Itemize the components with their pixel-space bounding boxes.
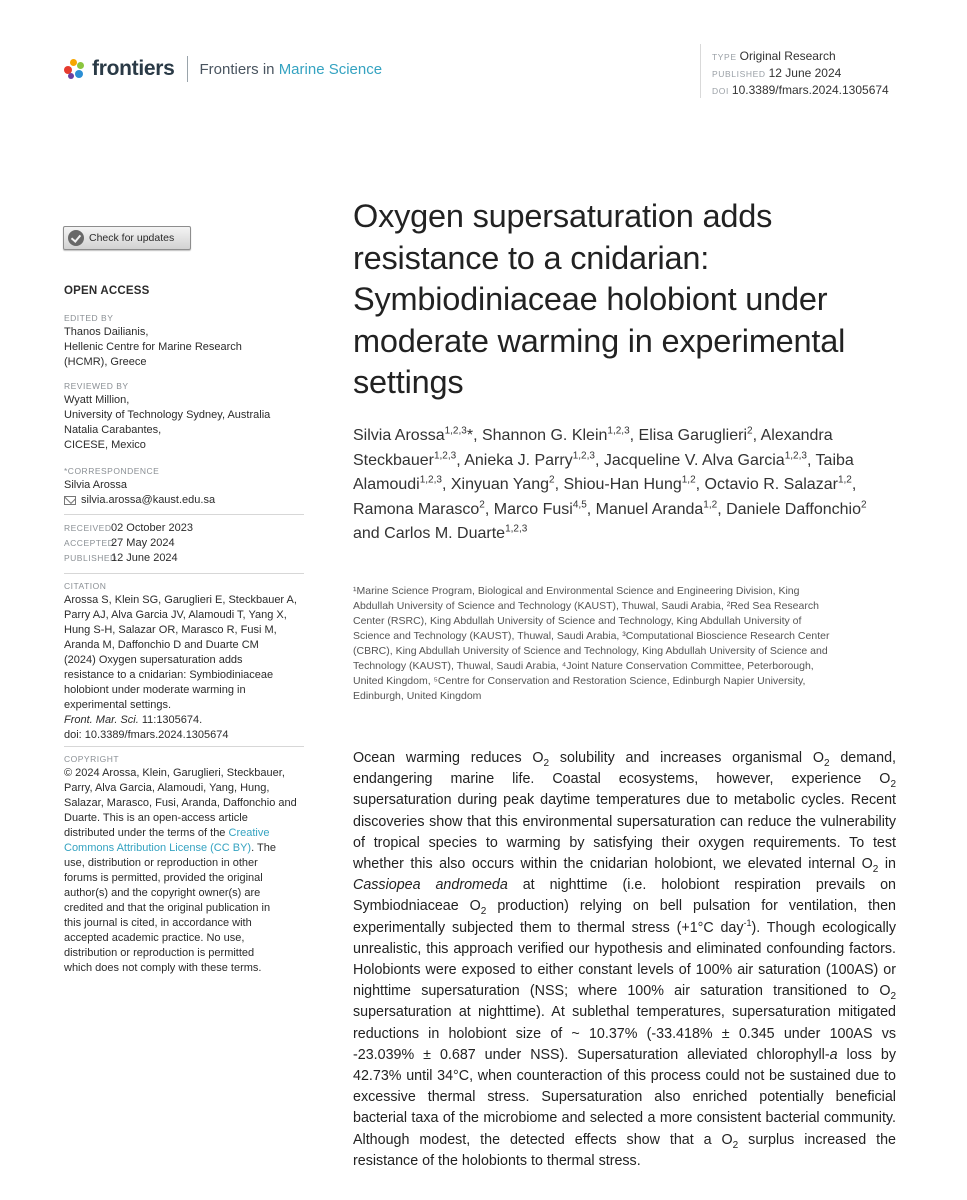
check-for-updates-label: Check for updates [89,232,175,244]
sidebar-divider [64,514,304,515]
author-name[interactable]: Marco Fusi$^{4,5}$ [493,499,587,518]
check-icon [68,230,84,246]
meta-divider [700,44,701,98]
correspondence-email-row [64,493,304,508]
citation-section: CITATION Arossa S, Klein SG, Garuglieri E, Steckbauer A, Parry AJ, Alva Garcia JV, Alamoudi T, Yang X, Hung S-H, Salazar OR, Marasco R, Fusi M, Aranda M, Daffonchio D and Duarte CM (2024) Oxygen supersaturation adds resistance to a cnidarian: Symbiodiniaceae holobiont under moderate warming in experimental settings. Front. Mar. Sci. 11:1305674. doi: 10.3389/fmars.2024.1305674 [64,580,304,743]
sidebar-divider [64,573,304,574]
author-list: Silvia Arossa$^{1,2,3}$*, Shannon G. Klein$^{1,2,3}$, Elisa Garuglieri$^2$, Alexandra Steckbauer$^{1,2,3}$, Anieka J. Parry$^{1,2,3}$, Jacqueline V. Alva Garcia$^{1,2,3}$, Taiba Alamoudi$^{1,2,3}$, Xinyuan Yang$^2$, Shiou-Han Hung$^{1,2}$, Octavio R. Salazar$^{1,2}$, Ramona Marasco$^2$, Marco Fusi$^{4,5}$, Manuel Aranda$^{1,2}$, Daniele Daffonchio$^2$ and Carlos M. Duarte$^{1,2,3}$ [353,425,867,542]
license-link[interactable]: Commons Attribution License (CC BY) [64,842,252,854]
author-name[interactable]: Xinyuan Yang$^2$ [450,474,555,493]
journal-name: Frontiers in Marine Science [199,60,383,78]
article-title: Oxygen supersaturation adds resistance to a cnidarian: Symbiodiniaceae holobiont under moderate warming in experimental settings [353,198,846,400]
author-name[interactable]: Anieka J. Parry$^{1,2,3}$ [464,450,595,469]
author-name[interactable]: Shannon G. Klein$^{1,2,3}$ [481,425,630,444]
author-name[interactable]: Alexandra Steckbauer$^{1,2,3}$ [353,427,833,469]
affiliations: ¹Marine Science Program, Biological and Environmental Science and Engineering Division, King Abdullah University of Science and Technology (KAUST), Thuwal, Saudi Arabia, ²Red Sea Research Center (RSRC), King Abdullah University of Science and Technology, King Abdullah University of Science and Technology (KAUST), Thuwal, Saudi Arabia, ³Computational Bioscience Research Center (CBRC), King Abdullah University of Science and Technology, King Abdullah University of Science and Technology (KAUST), Thuwal, Saudi Arabia, ⁴Joint Nature Conservation Committee, Peterborough, United Kingdom, ⁵Centre for Conservation and Restoration Science, Edinburgh Napier University, Edinburgh, United Kingdom [353,585,830,702]
copyright-section: COPYRIGHT © 2024 Arossa, Klein, Garuglieri, Steckbauer, Parry, Alva Garcia, Alamoudi, Yang, Hung, Salazar, Marasco, Fusi, Aranda, Daffonchio and Duarte. This is an open-access article distributed under the terms of the Creative Commons Attribution License (CC BY). The use, distribution or reproduction in other forums is permitted, provided the original author(s) and the copyright owner(s) are credited and that the original publication in this journal is cited, in accordance with accepted academic practice. No use, distribution or reproduction is permitted which does not comply with these terms. [64,754,297,974]
published-date: 12 June 2024 [111,552,178,564]
dates-section: RECEIVED 02 October 2023 ACCEPTED 27 May 2024 PUBLISHED 12 June 2024 [64,522,193,564]
citation-doi[interactable]: doi: 10.3389/fmars.2024.1305674 [64,729,229,741]
author-name[interactable]: Daniele Daffonchio$^2$ [726,499,867,518]
license-link[interactable]: Creative [228,827,270,839]
correspondence-email[interactable]: silvia.arossa@kaust.edu.sa [81,494,216,506]
received-date: 02 October 2023 [111,522,193,534]
author-name[interactable]: Manuel Aranda$^{1,2}$ [595,499,718,518]
logo-divider [187,56,188,82]
open-access-label: OPEN ACCESS [64,285,150,297]
abstract: Ocean warming reduces $O_2$ solubility and increases organismal $O_2$ demand, endangering marine life. Coastal ecosystems, however, experience $O_2$ supersaturation during peak daytime temperatures due to metabolic cycles. Recent discoveries show that this environmental supersaturation can reduce the vulnerability of tropical species to warming by satisfying their oxygen requirements. To test whether this also occurs within the cnidarian holobiont, we elevated internal $O_2$ in Cassiopea andromeda at nighttime (i.e. holobiont respiration prevails on Symbiodniaceae $O_2$ production) relying on bell pulsation for ventilation, then experimentally subjected them to thermal stress (+1°C day$^{-1}$). Though ecologically unrealistic, this approach verified our hypothesis and eliminated confounding factors. Holobionts were exposed to either constant levels of 100% air saturation (100AS) or nighttime supersaturation (NSS; where 100% air saturation transitioned to $O_2$ supersaturation at nighttime). At sublethal temperatures, supersaturation mitigated reductions in holobiont size of ~ 10.37% (-33.418% ± 0.345 under 100AS vs -23.039% ± 0.687 under NSS). Supersaturation alleviated chlorophyll-a loss by 42.73% until 34°C, when counteraction of this process could not be sustained due to excessive thermal stress. Supersaturation also enriched potentially beneficial bacterial taxa of the microbiome and selected a more consistent bacterial community. Although modest, the detected effects show that a $O_2$ surplus increased the resistance of the holobionts to thermal stress. [353,750,897,1169]
author-name[interactable]: Ramona Marasco$^2$ [353,499,485,518]
author-name[interactable]: Jacqueline V. Alva Garcia$^{1,2,3}$ [603,450,807,469]
author-name[interactable]: Silvia Arossa$^{1,2,3}$* [353,425,474,444]
correspondence-name: Silvia Arossa [64,479,127,491]
accepted-date: 27 May 2024 [111,537,175,549]
meta-published: PUBLISHED 12 June 2024 [712,66,842,80]
author-name[interactable]: Taiba Alamoudi$^{1,2,3}$ [353,451,854,493]
edited-by-section: EDITED BY Thanos Dailianis, Hellenic Centre for Marine Research (HCMR), Greece [64,313,242,368]
author-name[interactable]: Carlos M. Duarte$^{1,2,3}$ [384,523,528,542]
species-name: Cassiopea andromeda [353,877,508,894]
correspondence-section: *CORRESPONDENCE Silvia Arossa silvia.arossa@kaust.edu.sa [64,465,304,508]
envelope-icon [64,496,76,505]
meta-doi: DOI 10.3389/fmars.2024.1305674 [712,83,889,97]
author-name[interactable]: Octavio R. Salazar$^{1,2}$ [704,474,852,493]
meta-type: TYPE Original Research [712,49,836,63]
frontiers-logo-icon [64,58,86,80]
author-name[interactable]: Shiou-Han Hung$^{1,2}$ [563,474,696,493]
sidebar-divider [64,746,304,747]
article-meta [712,48,889,99]
author-name[interactable]: Elisa Garuglieri$^2$ [638,425,753,444]
brand-name: frontiers [92,57,175,80]
journal-logo[interactable] [64,56,382,82]
check-for-updates-button[interactable] [63,226,191,250]
reviewed-by-section: REVIEWED BY Wyatt Million, University of Technology Sydney, Australia Natalia Carabantes, CICESE, Mexico [64,381,271,451]
